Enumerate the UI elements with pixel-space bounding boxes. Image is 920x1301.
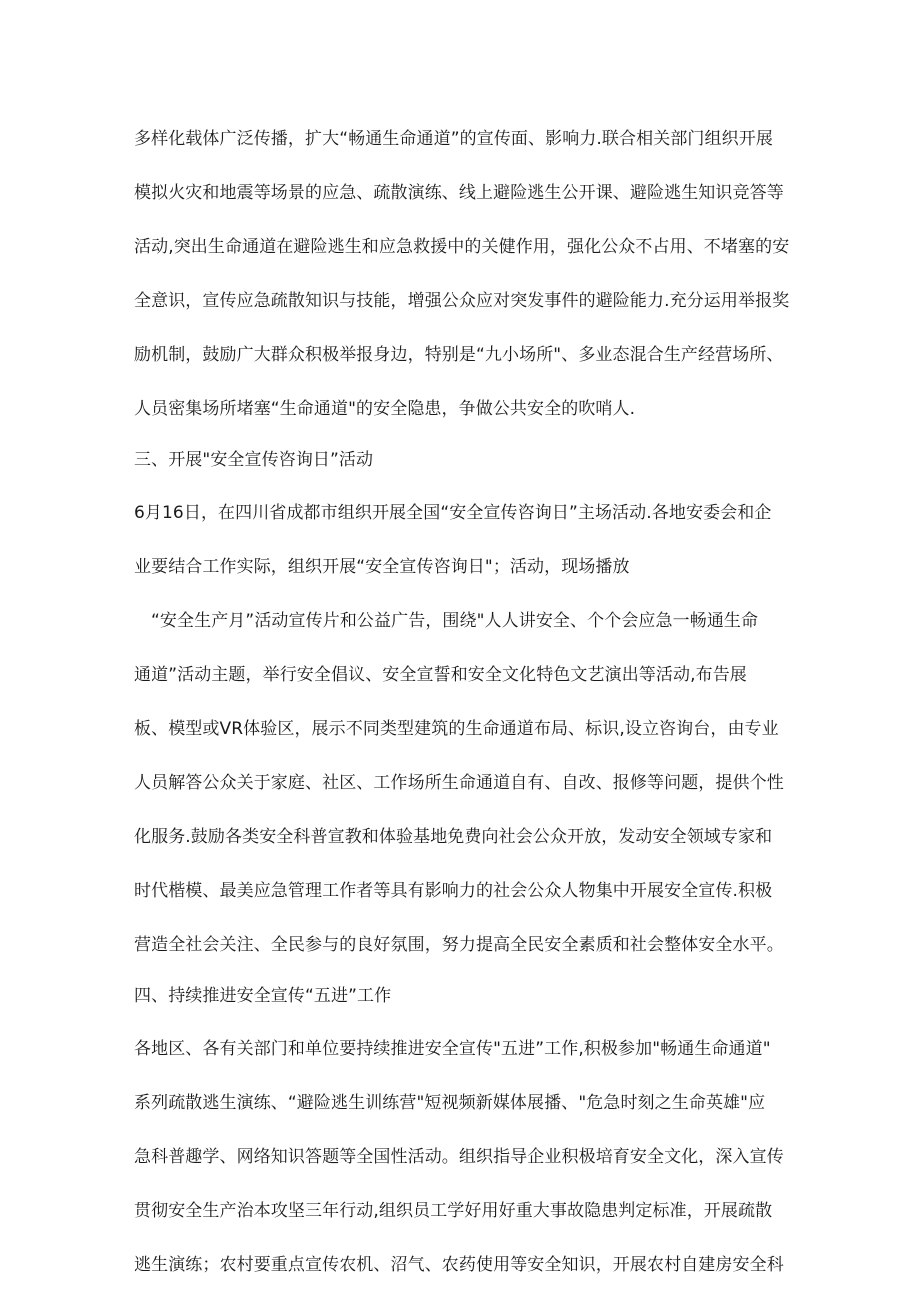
body-text-line: 6月16日，在四川省成都市组织开展全国“安全宣传咨询日”主场活动.各地安委会和企 xyxy=(134,503,772,523)
body-text-line: 励机制，鼓励广大群众积极举报身边，特别是“九小场所"、多业态混合生产经营场所、 xyxy=(134,345,784,365)
body-text-line: 模拟火灾和地震等场景的应急、疏散演练、线上避险逃生公开课、避险逃生知识竞答等 xyxy=(134,183,784,203)
body-text-line: 急科普趣学、网络知识答题等全国性活动。组织指导企业积极培育安全文化，深入宣传 xyxy=(134,1147,784,1167)
body-text-line: 业要结合工作实际，组织开展“安全宣传咨询日"；活动，现场播放 xyxy=(134,557,630,577)
body-text-line: 时代楷模、最美应急管理工作者等具有影响力的社会公众人物集中开展安全宣传.积极 xyxy=(134,881,773,901)
body-text-line: 人员解答公众关于家庭、社区、工作场所生命通道自有、自改、报修等问题，提供个性 xyxy=(134,773,784,793)
body-text-line: 活动,突出生命通道在避险逃生和应急救援中的关健作用，强化公众不占用、不堵塞的安 xyxy=(134,237,790,257)
body-text-line: 人员密集场所堵塞“生命通道"的安全隐患，争做公共安全的吹哨人. xyxy=(134,399,636,419)
body-text-line: 营造全社会关注、全民参与的良好氛围，努力提高全民安全素质和社会整体安全水平。 xyxy=(134,935,784,955)
section-heading: 三、开展"安全宣传咨询日”活动 xyxy=(134,450,374,470)
section-heading: 四、持续推进安全宣传“五进”工作 xyxy=(134,986,392,1006)
body-text-line: 贯彻安全生产治本攻坚三年行动,组织员工学好用好重大事故隐患判定标准，开展疏散 xyxy=(134,1201,773,1221)
body-text-line: “安全生产月”活动宣传片和公益广告，围绕"人人讲安全、个个会应急一畅通生命 xyxy=(151,611,759,631)
body-text-line: 多样化载体广泛传播，扩大“畅通生命通道”的宣传面、影响力.联合相关部门组织开展 xyxy=(134,129,773,149)
body-text-line: 各地区、各有关部门和单位要持续推进安全宣传"五进”工作,积极参加"畅通生命通道" xyxy=(134,1039,771,1059)
body-text-line: 板、模型或VR体验区，展示不同类型建筑的生命通道布局、标识,设立咨询台，由专业 xyxy=(134,719,779,739)
body-text-line: 化服务.鼓励各类安全科普宣教和体验基地免费向社会公众开放，发动安全领域专家和 xyxy=(134,827,773,847)
body-text-line: 通道”活动主题，举行安全倡议、安全宣誓和安全文化特色文艺演出等活动,布告展 xyxy=(134,665,747,685)
body-text-line: 逃生演练；农村要重点宣传农机、沼气、农药使用等安全知识，开展农村自建房安全科 xyxy=(134,1255,784,1275)
body-text-line: 全意识，宣传应急疏散知识与技能，增强公众应对突发事件的避险能力.充分运用举报奖 xyxy=(134,291,790,311)
body-text-line: 系列疏散逃生演练、“避险逃生训练营"短视频新媒体展播、"危急时刻之生命英雄"应 xyxy=(134,1093,766,1113)
